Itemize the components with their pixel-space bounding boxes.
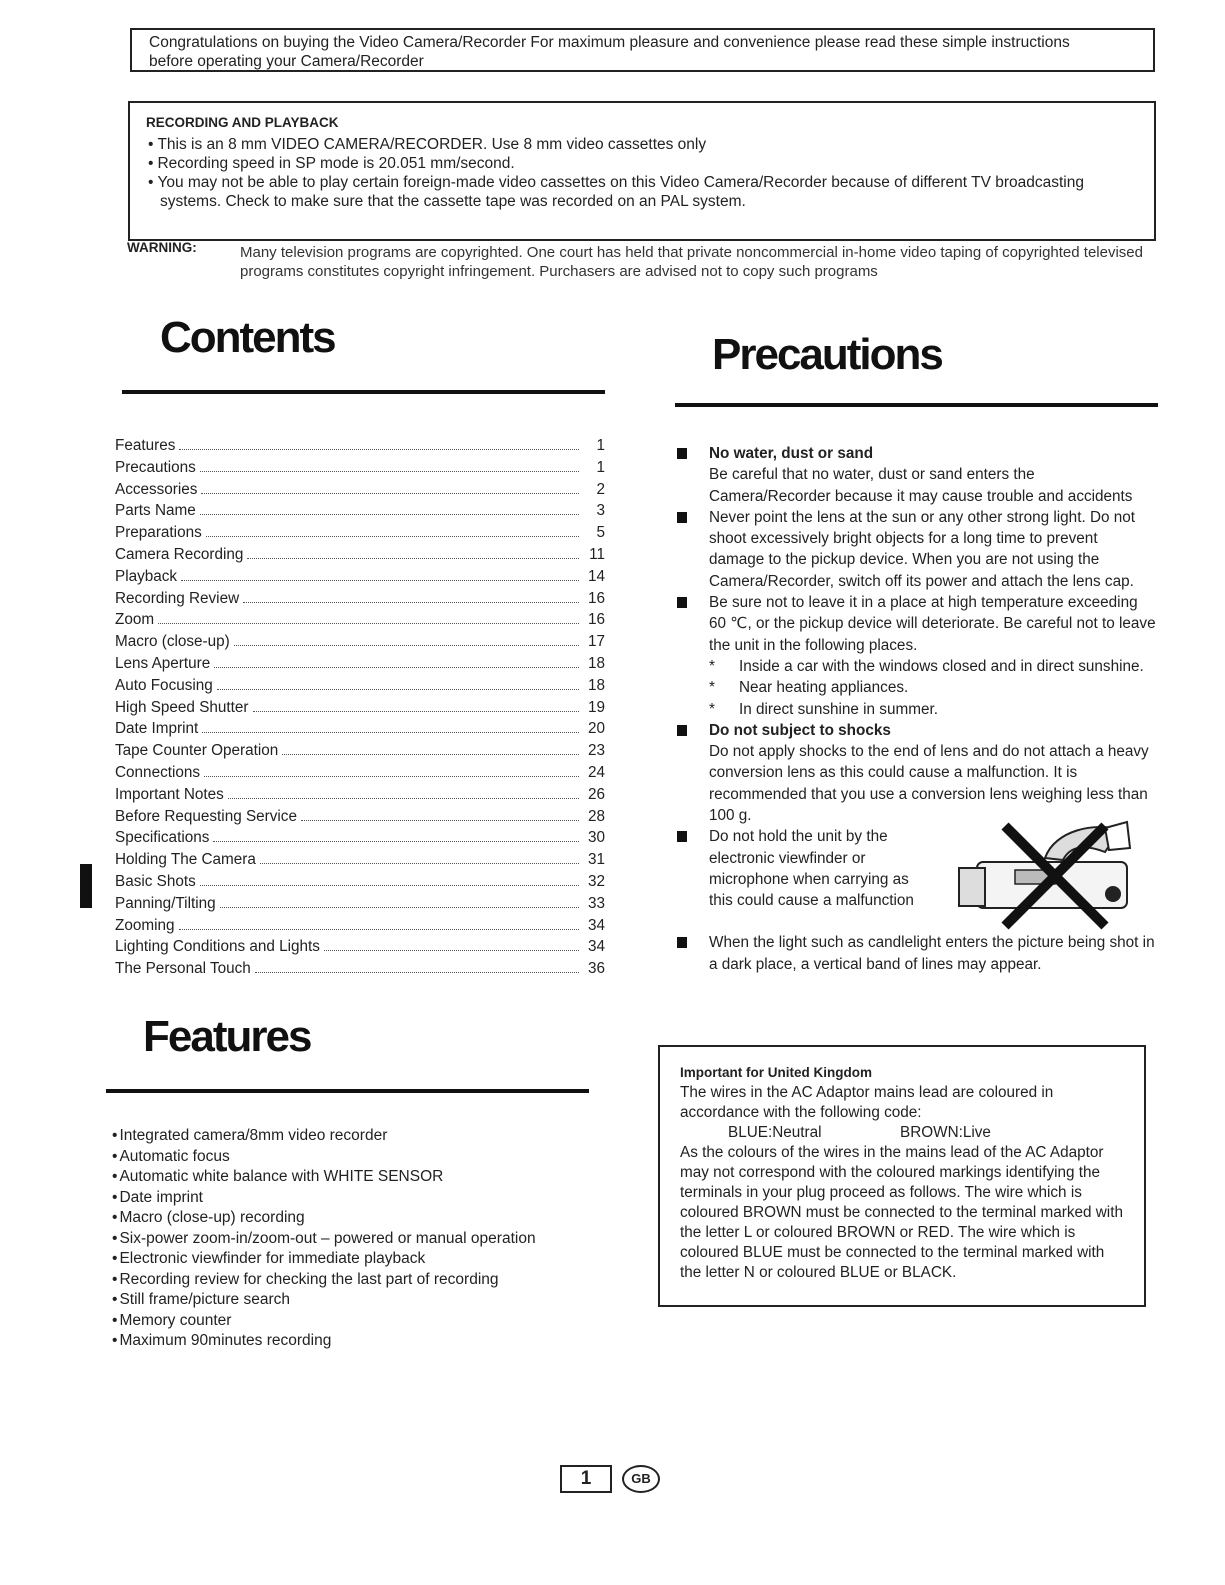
precaution-shock — [677, 720, 1157, 826]
feature-item: • Recording review for checking the last part of recording — [112, 1270, 632, 1291]
contents-entry-page: 17 — [587, 633, 605, 651]
contents-entry-leader — [179, 449, 579, 450]
bullet-square-icon — [677, 448, 687, 459]
intro-box — [130, 28, 1155, 72]
contents-entry — [115, 801, 605, 823]
list-item: • Recording speed in SP mode is 20.051 mm/second. — [146, 154, 1138, 173]
contents-entry-label: Lens Aperture — [115, 654, 211, 672]
contents-entry-page: 11 — [589, 545, 605, 563]
list-item: • This is an 8 mm VIDEO CAMERA/RECORDER. Use 8 mm video cassettes only — [146, 135, 1138, 154]
page-footer — [560, 1465, 660, 1493]
precaution-text: Be careful that no water, dust or sand enters the Camera/Recorder because it may cause trouble and accidents — [709, 466, 1133, 505]
contents-entry-label: Macro (close-up) — [115, 633, 230, 651]
features-list — [112, 1126, 632, 1352]
contents-entry-label: Tape Counter Operation — [115, 742, 279, 760]
contents-entry-page: 36 — [587, 960, 605, 978]
contents-entry-label: Precautions — [115, 458, 196, 476]
contents-entry-page: 33 — [587, 894, 605, 912]
precaution-text: Be sure not to leave it in a place at high temperature exceeding 60 ℃, or the pickup device will deteriorate. Be careful not to leave the unit in the following places. — [709, 594, 1156, 654]
contents-entry-page: 3 — [596, 502, 605, 520]
contents-entry-page: 30 — [587, 829, 605, 847]
precaution-subitem: * Near heating appliances. — [677, 677, 1157, 698]
bullet-square-icon — [677, 831, 687, 842]
feature-item: • Still frame/picture search — [112, 1290, 632, 1311]
uk-notice-heading: Important for United Kingdom — [680, 1065, 872, 1080]
contents-entry-leader — [179, 929, 579, 930]
contents-entry — [115, 648, 605, 670]
contents-entry-page: 14 — [587, 567, 605, 585]
contents-entry-page: 18 — [587, 676, 605, 694]
contents-entry-page: 16 — [587, 611, 605, 629]
contents-entry — [115, 822, 605, 847]
intro-line-2: before operating your Camera/Recorder — [149, 53, 424, 70]
feature-item: • Automatic white balance with WHITE SENSOR — [112, 1167, 632, 1188]
contents-entry-label: High Speed Shutter — [115, 698, 249, 716]
contents-entry-leader — [243, 602, 579, 603]
precaution-text: Never point the lens at the sun or any other strong light. Do not shoot excessively bright objects for a long time to prevent damage to the pickup device. When you are not using the Camera/Recorder, switch off its power and attach the lens cap. — [709, 508, 1136, 590]
contents-list — [115, 430, 605, 978]
precaution-light — [677, 932, 1157, 975]
features-title: Features — [143, 1012, 311, 1061]
contents-entry-label: Features — [115, 437, 176, 454]
feature-item: • Maximum 90minutes recording — [112, 1331, 632, 1352]
contents-entry-leader — [253, 711, 579, 712]
contents-entry — [115, 517, 605, 542]
contents-entry — [115, 604, 605, 629]
contents-entry-leader — [228, 798, 579, 799]
precaution-title: No water, dust or sand — [709, 445, 874, 462]
contents-entry — [115, 953, 605, 978]
contents-entry-label: Connections — [115, 763, 201, 781]
precaution-subitem: * In direct sunshine in summer. — [677, 699, 1157, 720]
feature-item: • Date imprint — [112, 1188, 632, 1209]
contents-entry-label: Zoom — [115, 611, 155, 629]
contents-entry — [115, 583, 605, 605]
contents-entry — [115, 735, 605, 760]
contents-entry — [115, 626, 605, 651]
recording-playback-heading: RECORDING AND PLAYBACK — [146, 115, 339, 130]
contents-entry — [115, 757, 605, 779]
contents-entry-page: 26 — [587, 785, 605, 803]
contents-entry-leader — [220, 907, 579, 908]
contents-entry-leader — [201, 493, 579, 494]
contents-entry-page: 32 — [587, 872, 605, 890]
precaution-text: When the light such as candlelight enters the picture being shot in a dark place, a vertical band of lines may appear. — [709, 934, 1155, 973]
precaution-subitem: * Inside a car with the windows closed and in direct sunshine. — [677, 656, 1157, 677]
contents-entry-page: 18 — [587, 654, 605, 672]
contents-entry — [115, 888, 605, 910]
contents-entry — [115, 844, 605, 869]
contents-entry-leader — [260, 863, 579, 864]
contents-entry-page: 23 — [587, 742, 605, 760]
list-item: • You may not be able to play certain foreign-made video cassettes on this Video Camera/Recorder because of different TV broadcasting systems. Check to make sure that the cassette tape was recorded on an PAL system. — [146, 173, 1138, 211]
contents-entry — [115, 910, 605, 932]
contents-entry — [115, 866, 605, 888]
camera-carry-prohibited-icon — [955, 818, 1155, 930]
contents-entry — [115, 452, 605, 474]
contents-entry-leader — [213, 841, 579, 842]
feature-item: • Electronic viewfinder for immediate playback — [112, 1249, 632, 1270]
warning-text: Many television programs are copyrighted. One court has held that private noncommercial in-home video taping of copyrighted televised programs constitutes copyright infringement. Purchasers are advised not to copy such programs — [240, 244, 1143, 280]
contents-entry-page: 16 — [587, 589, 605, 607]
contents-entry-label: Recording Review — [115, 589, 240, 607]
contents-entry-leader — [214, 667, 579, 668]
precaution-hold — [677, 826, 1157, 932]
precautions-title: Precautions — [712, 330, 942, 379]
contents-entry-leader — [204, 776, 579, 777]
warning-label: WARNING: — [127, 240, 197, 255]
contents-entry — [115, 692, 605, 714]
precaution-temperature — [677, 592, 1157, 656]
feature-item: • Six-power zoom-in/zoom-out – powered or manual operation — [112, 1229, 632, 1250]
contents-entry-leader — [282, 754, 579, 755]
contents-entry-leader — [217, 689, 579, 690]
wire-brown: BROWN:Live — [900, 1124, 991, 1141]
bullet-square-icon — [677, 725, 687, 736]
contents-entry-label: Lighting Conditions and Lights — [115, 938, 320, 956]
contents-entry-page: 34 — [587, 916, 605, 934]
contents-entry-page: 34 — [587, 938, 605, 956]
bullet-square-icon — [677, 512, 687, 523]
contents-entry-label: Before Requesting Service — [115, 807, 297, 825]
contents-entry-label: Parts Name — [115, 502, 196, 520]
contents-entry — [115, 539, 605, 561]
page-number: 1 — [560, 1465, 612, 1493]
contents-entry-leader — [202, 732, 579, 733]
contents-entry-label: Date Imprint — [115, 720, 199, 738]
contents-entry-label: Camera Recording — [115, 545, 244, 563]
contents-entry — [115, 779, 605, 801]
contents-entry — [115, 561, 605, 583]
uk-notice-text: As the colours of the wires in the mains lead of the AC Adaptor may not correspond with the coloured markings identifying the terminals in your plug proceed as follows. The wire which is coloured BROWN must be connected to the terminal marked with the letter L or coloured BROWN or RED. The wire which is coloured BLUE must be connected to the terminal marked with the letter N or coloured BLUE or BLACK. — [680, 1144, 1123, 1281]
contents-entry — [115, 931, 605, 956]
contents-entry-leader — [247, 558, 579, 559]
precaution-water — [677, 443, 1157, 507]
contents-entry — [115, 713, 605, 738]
contents-entry-leader — [200, 885, 579, 886]
precaution-text: Do not hold the unit by the electronic viewfinder or microphone when carrying as this could cause a malfunction — [709, 828, 914, 910]
recording-playback-box — [128, 101, 1156, 241]
precaution-text: Do not apply shocks to the end of lens and do not attach a heavy conversion lens as this could cause a malfunction. It is recommended that you use a conversion lens weighing less than 100 g. — [709, 743, 1149, 825]
contents-entry — [115, 430, 605, 452]
contents-entry-label: Preparations — [115, 524, 202, 542]
features-rule — [106, 1089, 589, 1093]
contents-entry — [115, 495, 605, 520]
precaution-sun — [677, 507, 1157, 592]
uk-notice-box — [658, 1045, 1146, 1307]
contents-entry-leader — [206, 536, 579, 537]
contents-entry-label: Accessories — [115, 480, 198, 498]
feature-item: • Macro (close-up) recording — [112, 1208, 632, 1229]
contents-entry-leader — [200, 514, 579, 515]
contents-entry-leader — [181, 580, 579, 581]
feature-item: • Integrated camera/8mm video recorder — [112, 1126, 632, 1147]
contents-entry-leader — [200, 471, 579, 472]
contents-entry-label: Playback — [115, 567, 178, 585]
contents-entry — [115, 670, 605, 692]
precautions-list — [677, 443, 1157, 975]
contents-rule — [122, 390, 605, 394]
recording-playback-list — [146, 135, 1138, 211]
contents-entry-page: 19 — [587, 698, 605, 716]
contents-entry-page: 28 — [587, 807, 605, 825]
contents-entry-page: 1 — [596, 458, 605, 476]
contents-entry-label: Specifications — [115, 829, 210, 847]
contents-entry-page: 1 — [596, 437, 605, 454]
contents-entry-page: 24 — [587, 763, 605, 781]
contents-entry-leader — [324, 950, 579, 951]
contents-entry-page: 5 — [596, 524, 605, 542]
contents-entry-leader — [234, 645, 579, 646]
wire-color-code — [680, 1123, 1126, 1143]
contents-entry-label: Panning/Tilting — [115, 894, 216, 912]
language-badge: GB — [622, 1465, 660, 1493]
contents-entry — [115, 474, 605, 496]
contents-entry-label: Zooming — [115, 916, 175, 934]
contents-entry-label: Auto Focusing — [115, 676, 213, 694]
precaution-title: Do not subject to shocks — [709, 721, 891, 739]
contents-entry-label: Important Notes — [115, 785, 224, 803]
section-marker — [80, 864, 92, 908]
feature-item: • Memory counter — [112, 1311, 632, 1332]
contents-entry-page: 20 — [587, 720, 605, 738]
uk-notice-text: The wires in the AC Adaptor mains lead are coloured in accordance with the following code: — [680, 1084, 1054, 1121]
contents-title: Contents — [160, 313, 335, 362]
contents-entry-leader — [255, 972, 579, 973]
feature-item: • Automatic focus — [112, 1147, 632, 1168]
precautions-rule — [675, 403, 1158, 407]
contents-entry-label: Basic Shots — [115, 872, 196, 890]
contents-entry-label: The Personal Touch — [115, 960, 251, 978]
wire-blue: BLUE:Neutral — [728, 1124, 822, 1141]
bullet-square-icon — [677, 937, 687, 948]
contents-entry-page: 31 — [587, 851, 605, 869]
contents-entry-leader — [158, 623, 579, 624]
contents-entry-label: Holding The Camera — [115, 851, 256, 869]
bullet-square-icon — [677, 597, 687, 608]
contents-entry-page: 2 — [596, 480, 605, 498]
intro-line-1: Congratulations on buying the Video Camera/Recorder For maximum pleasure and convenience please read these simple instructions — [149, 34, 1070, 51]
contents-entry-leader — [301, 820, 579, 821]
